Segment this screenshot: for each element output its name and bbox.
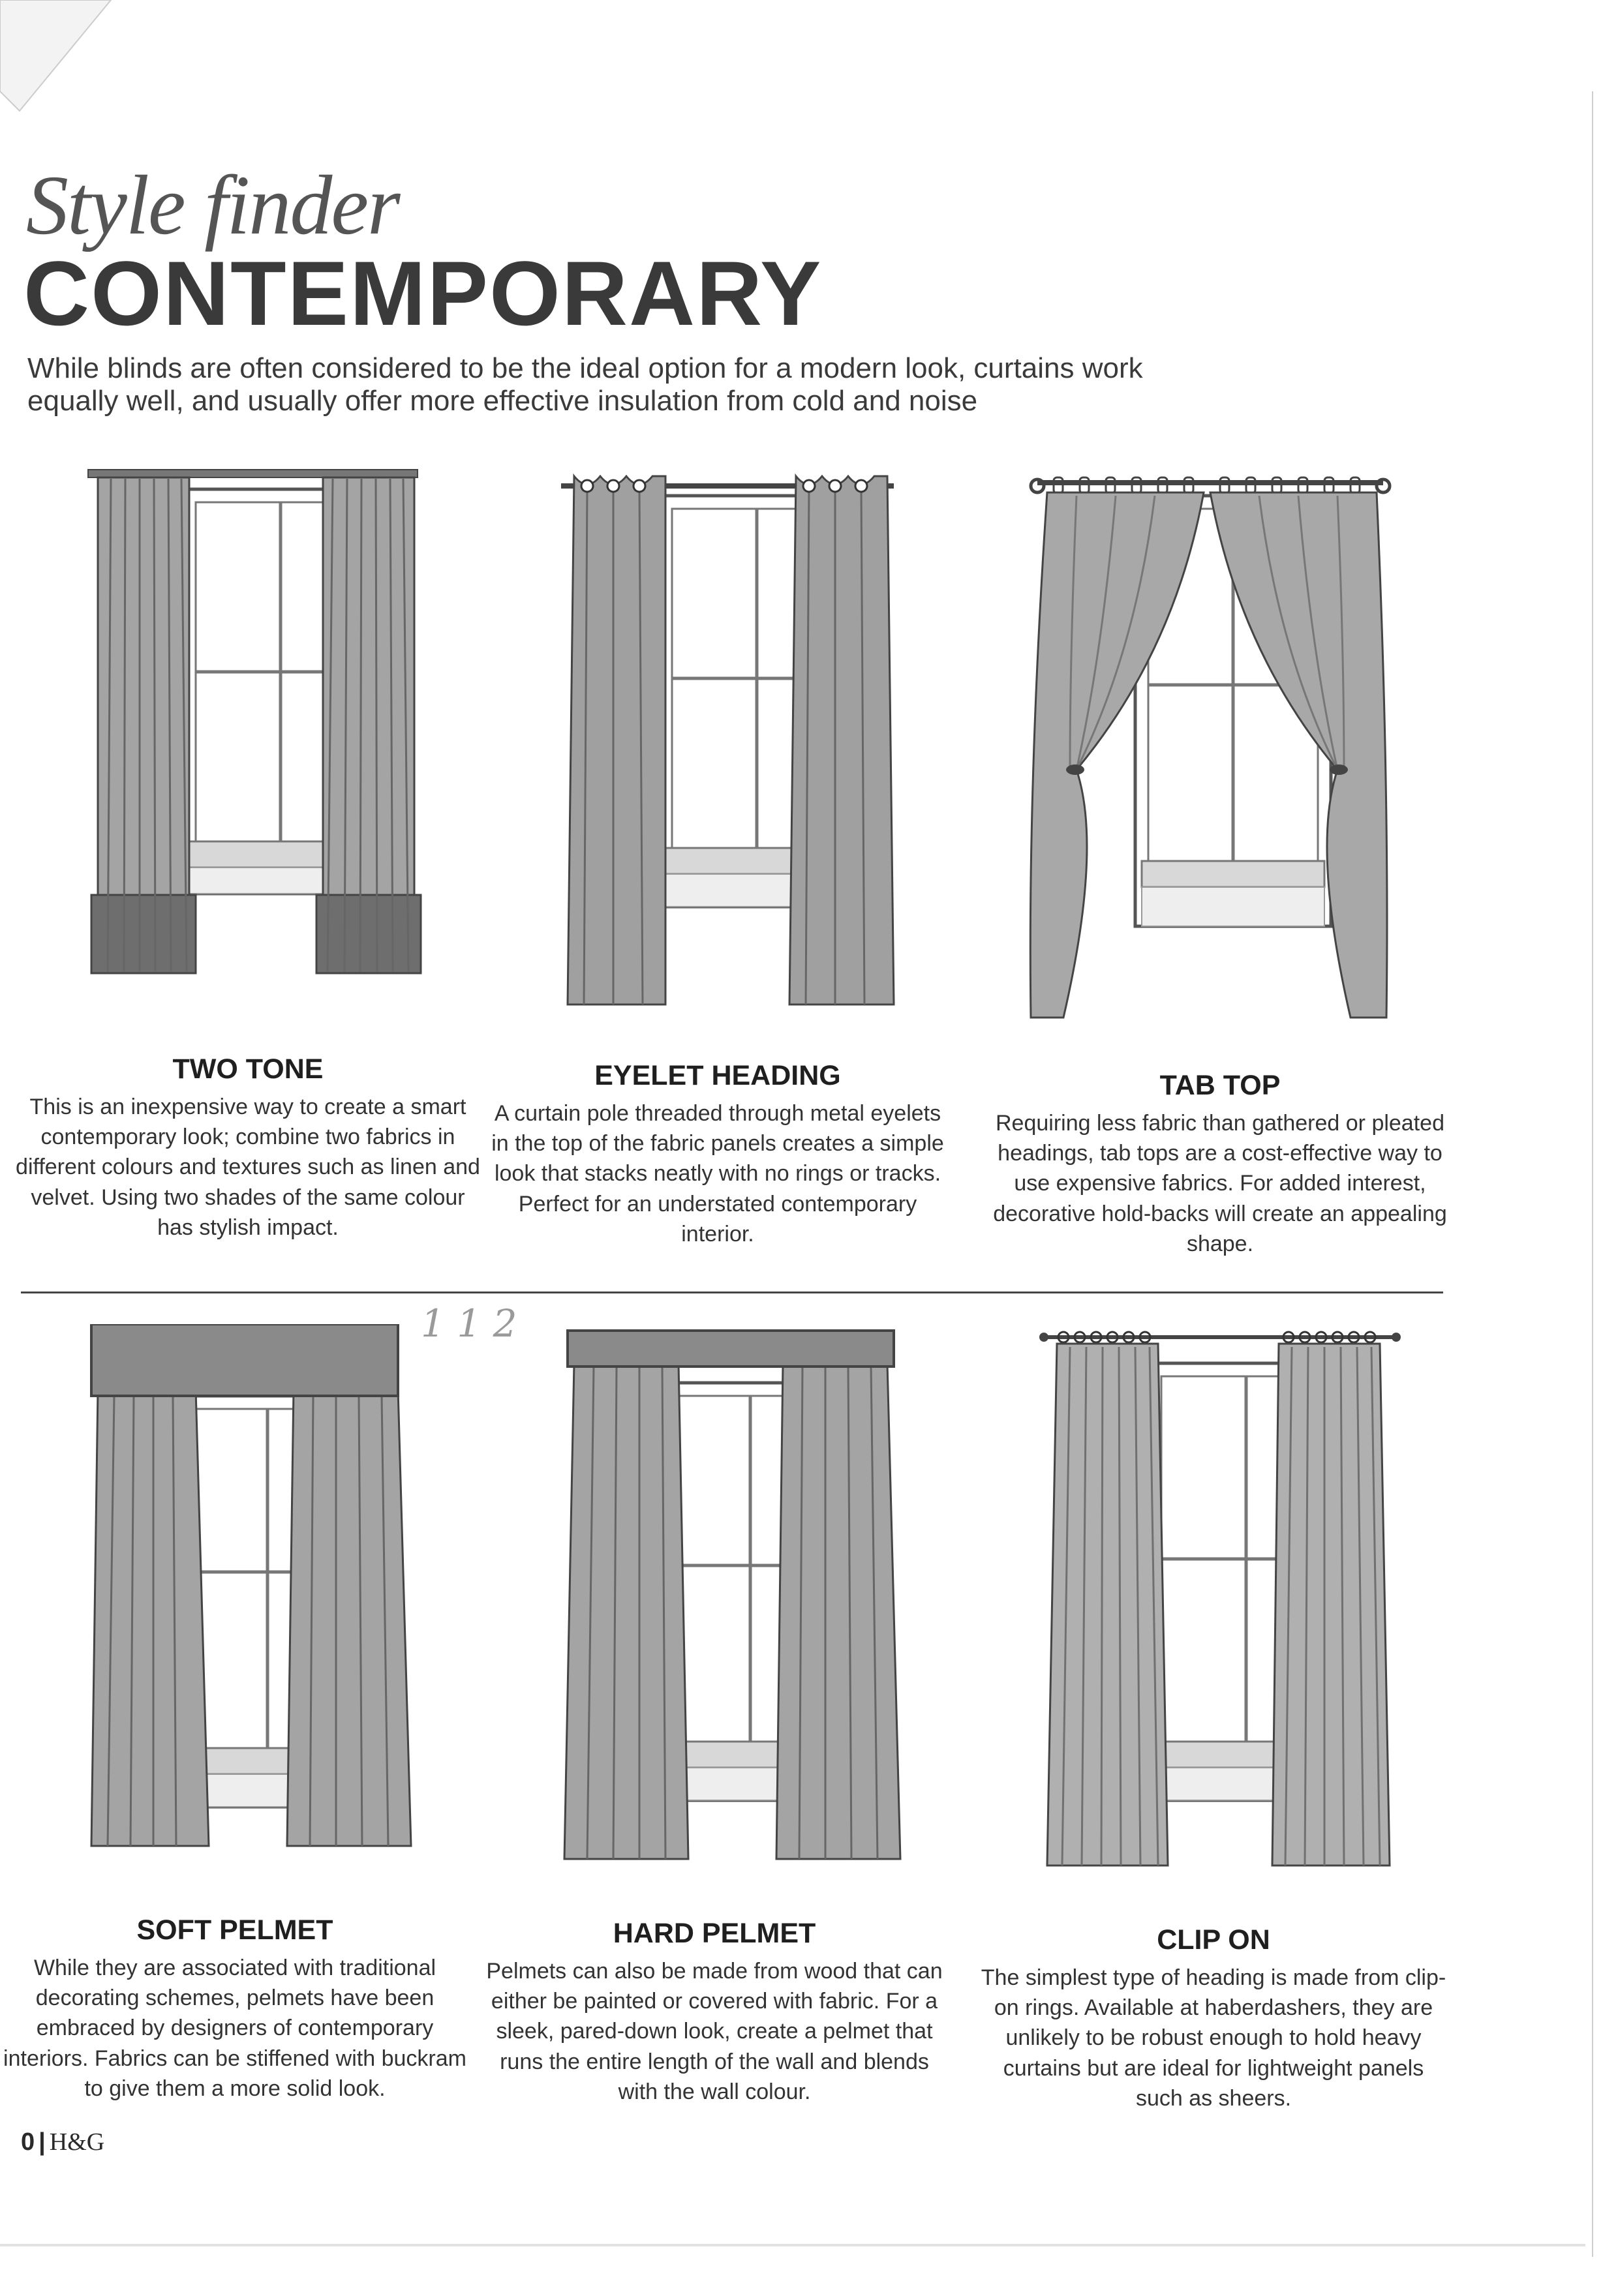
tab-top-caption [985,1070,1455,1259]
clip-on-text: The simplest type of heading is made from clip-on rings. Available at haberdashers, they are unlikely to be robust enough to hold heavy curtains but are ideal for lightweight panels such as sheers. [981,1965,1446,2111]
magazine-name: H&G [49,2128,105,2156]
clip-on-caption [979,1924,1448,2113]
section-kicker: Style finder [26,159,399,252]
hard-pelmet-text: Pelmets can also be made from wood that can either be painted or covered with fabric. For a sleek, pared-down look, create a pelmet that runs the entire length of the wall and blends with the wall colour. [486,1959,943,2104]
page-title: CONTEMPORARY [23,242,823,344]
eyelet-heading-caption [483,1060,953,1249]
page-folio [21,2128,104,2156]
intro-paragraph: While blinds are often considered to be the ideal option for a modern look, curtains work equally well, and usually offer more effective insulation from cold and noise [27,352,1143,417]
tab-top-text: Requiring less fabric than gathered or pleated headings, tab tops are a cost-effective way to use expensive fabrics. For added interest, decorative hold-backs will create an appealing shape. [993,1111,1447,1256]
page-number: 0 [21,2128,35,2156]
hard-pelmet-illustration [561,1324,913,1885]
soft-pelmet-illustration [78,1324,431,1885]
two-tone-title: TWO TONE [172,1053,324,1085]
hard-pelmet-title: HARD PELMET [613,1918,816,1949]
eyelet-heading-text: A curtain pole threaded through metal eyelets in the top of the fabric panels creates a simple look that stacks neatly with no rings or tracks. Perfect for an understated contemporary interior. [491,1101,944,1246]
hard-pelmet-caption [480,1918,949,2107]
folio-separator: | [38,2128,46,2156]
two-tone-text: This is an inexpensive way to create a smart contemporary look; combine two fabrics in different colours and textures such as linen and velvet. Using two shades of the same colour has stylish impact. [16,1095,480,1240]
clip-on-illustration [1037,1324,1403,1892]
scan-edge-right [1592,91,1593,2257]
soft-pelmet-caption [0,1914,470,2104]
soft-pelmet-title: SOFT PELMET [136,1914,333,1946]
soft-pelmet-text: While they are associated with traditional decorating schemes, pelmets have been embraced by designers of contemporary interiors. Fabrics can be stiffened with buckram to give them a more solid look. [3,1956,466,2101]
page-fold-corner [0,0,117,117]
section-divider [21,1292,1443,1293]
eyelet-heading-title: EYELET HEADING [594,1060,841,1091]
handwritten-note: 1 1 2 [421,1301,517,1346]
clip-on-title: CLIP ON [1157,1924,1270,1956]
two-tone-caption [13,1053,483,1243]
two-tone-illustration [72,457,437,1018]
tab-top-illustration [1024,457,1416,1031]
eyelet-heading-illustration [548,457,913,1018]
scan-edge-bottom [0,2244,1585,2246]
tab-top-title: TAB TOP [1159,1070,1281,1101]
